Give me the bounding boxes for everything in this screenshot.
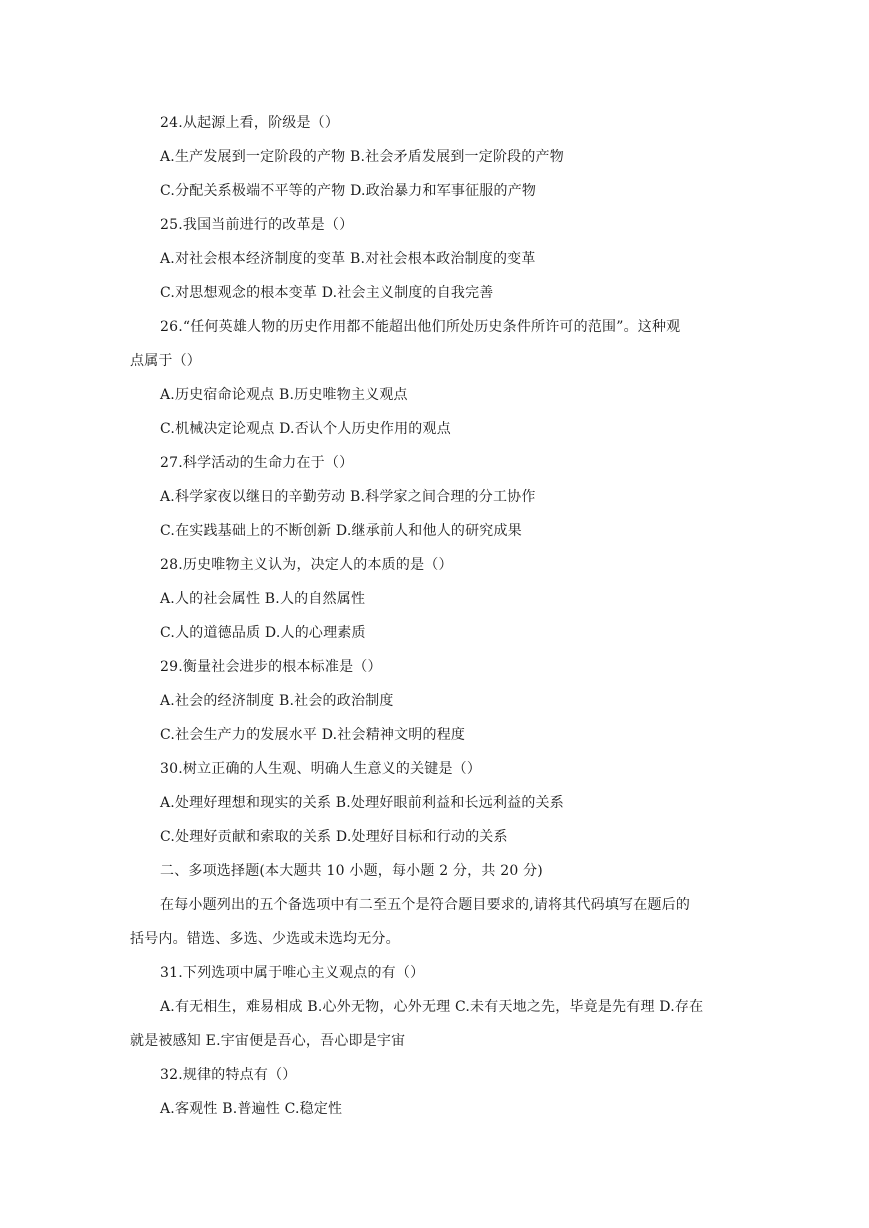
question-24: 24.从起源上看，阶级是（） xyxy=(160,115,340,131)
question-30-options-cd: C.处理好贡献和索取的关系 D.处理好目标和行动的关系 xyxy=(160,829,508,845)
question-26-line-2: 点属于（） xyxy=(130,353,201,369)
question-31-options xyxy=(130,997,740,1051)
question-26-options-cd: C.机械决定论观点 D.否认个人历史作用的观点 xyxy=(160,421,451,437)
question-25-options-cd: C.对思想观念的根本变革 D.社会主义制度的自我完善 xyxy=(160,285,494,301)
question-28: 28.历史唯物主义认为，决定人的本质的是（） xyxy=(160,557,453,573)
question-29-options-cd: C.社会生产力的发展水平 D.社会精神文明的程度 xyxy=(160,727,466,743)
question-26-line-1: 26.“任何英雄人物的历史作用都不能超出他们所处历史条件所许可的范围”。这种观 xyxy=(160,319,681,335)
instructions-line-2: 括号内。错选、多选、少选或未选均无分。 xyxy=(130,931,400,947)
section-heading: 二、多项选择题(本大题共 10 小题，每小题 2 分，共 20 分) xyxy=(160,863,543,879)
question-24-options-cd: C.分配关系极端不平等的产物 D.政治暴力和军事征服的产物 xyxy=(160,183,537,199)
question-30-options-ab: A.处理好理想和现实的关系 B.处理好眼前利益和长远利益的关系 xyxy=(160,795,564,811)
question-32: 32.规律的特点有（） xyxy=(160,1067,297,1083)
question-28-options-cd: C.人的道德品质 D.人的心理素质 xyxy=(160,625,366,641)
question-30: 30.树立正确的人生观、明确人生意义的关键是（） xyxy=(160,761,482,777)
question-25: 25.我国当前进行的改革是（） xyxy=(160,217,354,233)
instructions-line-1: 在每小题列出的五个备选项中有二至五个是符合题目要求的,请将其代码填写在题后的 xyxy=(160,897,691,913)
question-25-options-ab: A.对社会根本经济制度的变革 B.对社会根本政治制度的变革 xyxy=(160,251,536,267)
question-26-options-ab: A.历史宿命论观点 B.历史唯物主义观点 xyxy=(160,387,408,403)
question-24-options-ab: A.生产发展到一定阶段的产物 B.社会矛盾发展到一定阶段的产物 xyxy=(160,149,564,165)
question-29-options-ab: A.社会的经济制度 B.社会的政治制度 xyxy=(160,693,394,709)
question-32-options: A.客观性 B.普遍性 C.稳定性 xyxy=(160,1101,343,1117)
section-instructions xyxy=(130,895,740,949)
question-27-options-cd: C.在实践基础上的不断创新 D.继承前人和他人的研究成果 xyxy=(160,523,522,539)
question-31: 31.下列选项中属于唯心主义观点的有（） xyxy=(160,965,425,981)
question-28-options-ab: A.人的社会属性 B.人的自然属性 xyxy=(160,591,366,607)
question-27: 27.科学活动的生命力在于（） xyxy=(160,455,354,471)
question-27-options-ab: A.科学家夜以继日的辛勤劳动 B.科学家之间合理的分工协作 xyxy=(160,489,536,505)
question-31-options-line-1: A.有无相生，难易相成 B.心外无物，心外无理 C.未有天地之先，毕竟是先有理 D.存在 xyxy=(160,999,704,1015)
question-26 xyxy=(130,317,740,371)
question-31-options-line-2: 就是被感知 E.宇宙便是吾心，吾心即是宇宙 xyxy=(130,1033,406,1049)
question-29: 29.衡量社会进步的根本标准是（） xyxy=(160,659,382,675)
